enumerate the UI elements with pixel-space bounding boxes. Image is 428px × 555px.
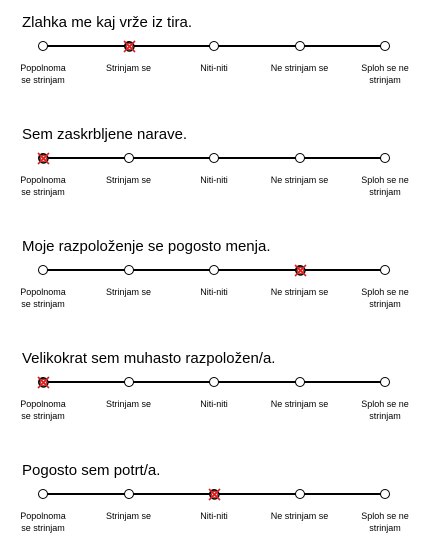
radio-circle-icon[interactable]: [38, 489, 48, 499]
option-label-line: Popolnoma: [20, 399, 66, 409]
radio-circle-icon[interactable]: [124, 489, 134, 499]
question-4: [0, 336, 428, 443]
crossed-circle-icon[interactable]: [37, 152, 50, 165]
option-label-line: Niti-niti: [200, 511, 228, 521]
question-1: [0, 0, 428, 107]
radio-circle-icon[interactable]: [380, 153, 390, 163]
radio-circle-icon[interactable]: [295, 41, 305, 51]
option-label-line: Sploh se ne: [361, 511, 409, 521]
option-label-line: Sploh se ne: [361, 399, 409, 409]
option-label-line: Sploh se ne: [361, 63, 409, 73]
option-label: [174, 510, 254, 522]
option-label-line: strinjam: [369, 299, 401, 309]
option-label: [260, 398, 340, 410]
radio-circle-icon[interactable]: [380, 377, 390, 387]
option-label-line: Popolnoma: [20, 511, 66, 521]
option-label-line: se strinjam: [21, 187, 65, 197]
radio-circle-icon[interactable]: [380, 265, 390, 275]
radio-circle-icon[interactable]: [124, 377, 134, 387]
option-label-line: Strinjam se: [105, 63, 151, 73]
question-5: [0, 448, 428, 555]
option-label: [3, 62, 83, 86]
option-label: [345, 286, 425, 310]
option-label-line: se strinjam: [21, 411, 65, 421]
crossed-circle-icon[interactable]: [208, 488, 221, 501]
option-label: [3, 174, 83, 198]
option-label: [89, 286, 169, 298]
option-label: [260, 62, 340, 74]
radio-circle-icon[interactable]: [295, 153, 305, 163]
radio-circle-icon[interactable]: [380, 41, 390, 51]
radio-circle-icon[interactable]: [209, 41, 219, 51]
radio-circle-icon[interactable]: [295, 377, 305, 387]
radio-circle-icon[interactable]: [38, 41, 48, 51]
crossed-circle-icon[interactable]: [37, 376, 50, 389]
option-label-line: se strinjam: [21, 523, 65, 533]
option-label: [174, 174, 254, 186]
question-text: Pogosto sem potrt/a.: [22, 462, 161, 479]
radio-circle-icon[interactable]: [209, 265, 219, 275]
option-label: [3, 510, 83, 534]
option-label: [89, 398, 169, 410]
option-label-line: Ne strinjam se: [270, 63, 329, 73]
option-label-line: strinjam: [369, 411, 401, 421]
option-label: [89, 62, 169, 74]
radio-circle-icon[interactable]: [124, 265, 134, 275]
option-label-line: Strinjam se: [105, 287, 151, 297]
option-label-line: strinjam: [369, 523, 401, 533]
option-label: [345, 398, 425, 422]
question-text: Zlahka me kaj vrže iz tira.: [22, 14, 193, 31]
option-label-line: Niti-niti: [200, 175, 228, 185]
option-label-line: Strinjam se: [105, 399, 151, 409]
option-label-line: Popolnoma: [20, 287, 66, 297]
option-label: [3, 286, 83, 310]
radio-circle-icon[interactable]: [295, 489, 305, 499]
radio-circle-icon[interactable]: [38, 265, 48, 275]
radio-circle-icon[interactable]: [209, 377, 219, 387]
option-label-line: se strinjam: [21, 299, 65, 309]
option-label-line: Strinjam se: [105, 511, 151, 521]
crossed-circle-icon[interactable]: [294, 264, 307, 277]
question-2: [0, 112, 428, 219]
option-label-line: Sploh se ne: [361, 175, 409, 185]
option-label-line: strinjam: [369, 75, 401, 85]
option-label-line: se strinjam: [21, 75, 65, 85]
radio-circle-icon[interactable]: [209, 153, 219, 163]
option-label: [260, 174, 340, 186]
option-label-line: Niti-niti: [200, 287, 228, 297]
option-label-line: Ne strinjam se: [270, 399, 329, 409]
option-label-line: Ne strinjam se: [270, 287, 329, 297]
question-text: Moje razpoloženje se pogosto menja.: [22, 238, 271, 255]
option-label: [260, 510, 340, 522]
option-label-line: Strinjam se: [105, 175, 151, 185]
option-label: [345, 62, 425, 86]
option-label: [3, 398, 83, 422]
option-label-line: Niti-niti: [200, 399, 228, 409]
option-label: [260, 286, 340, 298]
question-text: Velikokrat sem muhasto razpoložen/a.: [22, 350, 276, 367]
radio-circle-icon[interactable]: [380, 489, 390, 499]
question-3: [0, 224, 428, 331]
option-label-line: Sploh se ne: [361, 287, 409, 297]
option-label-line: Ne strinjam se: [270, 175, 329, 185]
radio-circle-icon[interactable]: [124, 153, 134, 163]
option-label: [174, 398, 254, 410]
option-label: [345, 174, 425, 198]
crossed-circle-icon[interactable]: [123, 40, 136, 53]
option-label-line: Popolnoma: [20, 63, 66, 73]
option-label: [89, 510, 169, 522]
question-text: Sem zaskrbljene narave.: [22, 126, 188, 143]
option-label-line: strinjam: [369, 187, 401, 197]
option-label-line: Ne strinjam se: [270, 511, 329, 521]
option-label-line: Popolnoma: [20, 175, 66, 185]
option-label: [89, 174, 169, 186]
option-label-line: Niti-niti: [200, 63, 228, 73]
option-label: [174, 62, 254, 74]
option-label: [345, 510, 425, 534]
option-label: [174, 286, 254, 298]
